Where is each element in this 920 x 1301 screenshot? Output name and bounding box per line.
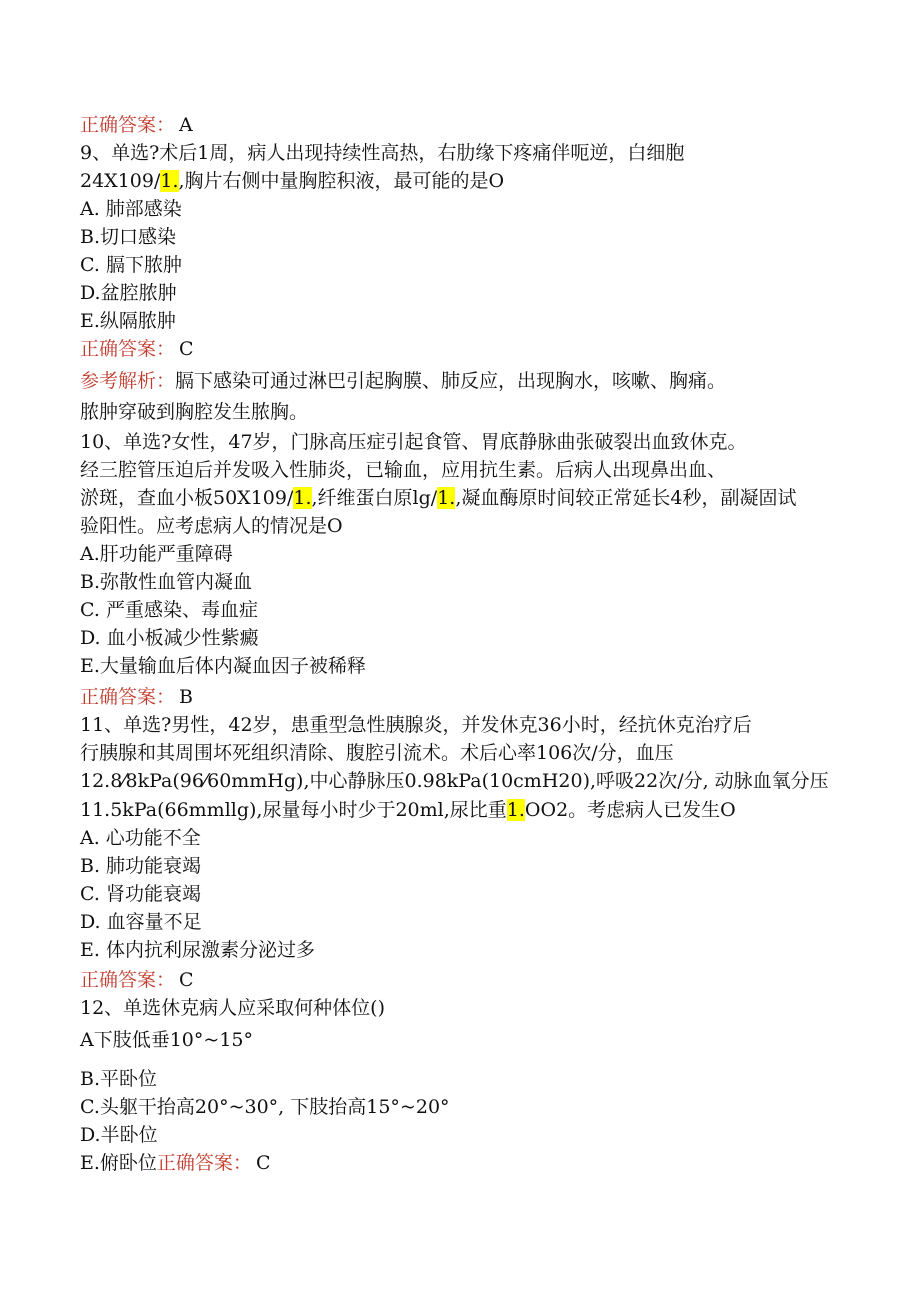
q12-option-a: A下肢低垂10°~15° [80,1029,253,1051]
q10-option-d: D. 血小板减少性紫癜 [80,627,259,649]
highlight-mark: 1. [506,799,525,821]
q11-stem-text: 11.5kPa(66mmllg),尿量每小时少于20ml,尿比重 [80,799,507,821]
q12-option-e-answer-line [80,1150,270,1176]
q9-stem-line-2 [80,168,504,194]
q11-stem-line-3: 12.8⁄8kPa(96⁄60mmHg),中心静脉压0.98kPa(10cmH20),呼吸22次/分, 动脉血氧分压 [80,770,829,792]
q10-stem-text: ,凝血酶原时间较正常延长4秒，副凝固试 [455,487,797,509]
q10-option-e: E.大量输血后体内凝血因子被稀释 [80,655,366,677]
q10-answer-line [80,684,193,710]
analysis-label: 参考解析： [80,370,176,392]
q11-stem-line-2: 行胰腺和其周围坏死组织清除、腹腔引流术。术后心率106次/分，血压 [80,742,674,764]
q11-option-e: E. 体内抗利尿激素分泌过多 [80,939,315,961]
q10-stem-line-2: 经三腔管压迫后并发吸入性肺炎，已输血，应用抗生素。后病人出现鼻出血、 [80,459,727,481]
q11-option-d: D. 血容量不足 [80,911,202,933]
q10-option-a: A.肝功能严重障碍 [80,543,233,565]
q11-stem-line-1: 11、单选?男性，42岁，患重型急性胰腺炎，并发休克36小时，经抗休克治疗后 [80,714,752,736]
q10-option-c: C. 严重感染、毒血症 [80,599,258,621]
q11-stem-line-4 [80,797,736,823]
answer-value: C [179,338,194,360]
q9-stem-text: 24X109/ [80,170,161,192]
q12-option-d: D.半卧位 [80,1124,158,1146]
q11-option-a: A. 心功能不全 [80,827,201,849]
q9-analysis-line-2: 脓肿穿破到胸腔发生脓胸。 [80,401,309,423]
q11-answer-line [80,967,194,993]
q9-answer-line [80,336,194,362]
answer-label: 正确答案： [156,1152,252,1174]
q11-option-b: B. 肺功能衰竭 [80,855,202,877]
q10-stem-line-3 [80,485,796,511]
analysis-text: 膈下感染可通过淋巴引起胸膜、肺反应，出现胸水，咳嗽、胸痛。 [175,370,727,392]
q12-option-b: B.平卧位 [80,1068,158,1090]
q12-stem-line-1: 12、单选休克病人应采取何种体位() [80,997,386,1019]
answer-label: 正确答案： [80,114,176,136]
answer-value: C [179,969,194,991]
highlight-mark: 1. [160,170,179,192]
q11-option-c: C. 肾功能衰竭 [80,883,201,905]
q9-stem-line-1: 9、单选?术后1周，病人出现持续性高热，右肋缘下疼痛伴呃逆，白细胞 [80,142,685,164]
q9-analysis-line-1 [80,368,726,394]
highlight-mark: 1. [293,487,312,509]
q10-stem-text: ,纤维蛋白原lg/ [311,487,438,509]
answer-label: 正确答案： [80,338,176,360]
q10-stem-line-4: 验阳性。应考虑病人的情况是O [80,515,343,537]
highlight-mark: 1. [437,487,456,509]
q10-stem-text: 淤斑，查血小板50X109/ [80,487,294,509]
q9-option-b: B.切口感染 [80,226,177,248]
q9-option-d: D.盆腔脓肿 [80,282,177,304]
q10-stem-line-1: 10、单选?女性，47岁，门脉高压症引起食管、胃底静脉曲张破裂出血致休克。 [80,431,747,453]
q9-option-a: A. 肺部感染 [80,198,182,220]
q9-stem-text: ,胸片右侧中量胸腔积液，最可能的是O [178,170,505,192]
answer-label: 正确答案： [80,686,176,708]
q12-option-c: C.头躯干抬高20°~30°, 下肢抬高15°~20° [80,1096,450,1118]
q11-stem-text: OO2。考虑病人已发生O [524,799,736,821]
q9-option-c: C. 膈下脓肿 [80,254,182,276]
answer-label: 正确答案： [80,969,176,991]
answer-value: A [179,114,193,136]
answer-value: B [179,686,193,708]
q12-option-e: E.俯卧位 [80,1152,157,1174]
q9-option-e: E.纵隔脓肿 [80,310,176,332]
q10-option-b: B.弥散性血管内凝血 [80,571,253,593]
q8-answer-line [80,112,193,138]
answer-value: C [255,1152,271,1174]
